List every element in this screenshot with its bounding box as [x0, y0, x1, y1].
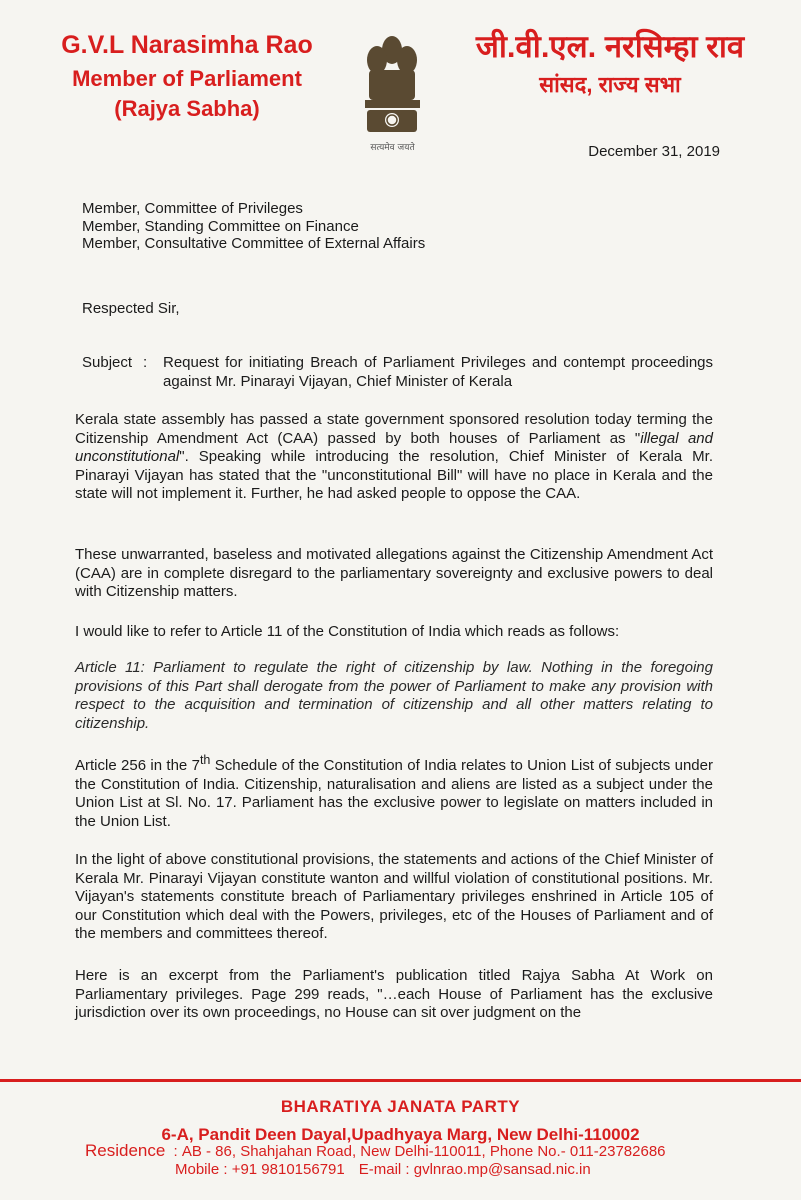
mp-house-english: (Rajya Sabha)	[114, 96, 260, 121]
mp-name-english: G.V.L Narasimha Rao	[61, 31, 313, 59]
mp-role-hindi: सांसद, राज्य सभा	[539, 72, 681, 97]
footer-party-name: BHARATIYA JANATA PARTY	[280, 1097, 521, 1116]
mp-role-english: Member of Parliament	[72, 66, 302, 91]
mp-name-hindi: जी.वी.एल. नरसिम्हा राव	[475, 29, 745, 64]
national-emblem-icon	[355, 30, 430, 145]
residence-label: Residence	[85, 1141, 166, 1160]
paragraph-allegations: These unwarranted, baseless and motivated allegations against the Citizenship Amendment Act (CAA) are in complete disregard to the parliamentary sovereignty and exclusive powers to deal with Citizenship matters.	[75, 546, 713, 600]
email-address: E-mail : gvlnrao.mp@sansad.nic.in	[358, 1161, 591, 1178]
emblem-motto: सत्यमेव जयते	[370, 143, 415, 153]
membership-list	[82, 200, 425, 253]
paragraph-article-256: Article 256 in the 7th Schedule of the Constitution of India relates to Union List of subjects under the Constitution of India. Citizenship, naturalisation and aliens are listed as a subject under the Union List at Sl. No. 17. Parliament has the exclusive power to legislate on matters included in the Union List.	[75, 753, 713, 830]
membership-item: Member, Standing Committee on Finance	[82, 217, 359, 235]
footer-residence: Residence : AB - 86, Shahjahan Road, New Delhi-110011, Phone No.- 011-23782686	[85, 1141, 666, 1160]
footer-office-address: 6-A, Pandit Deen Dayal,Upadhyaya Marg, New Delhi-110002	[161, 1125, 640, 1144]
subject-colon: :	[143, 354, 148, 371]
membership-item: Member, Committee of Privileges	[82, 200, 303, 217]
mobile-number: Mobile : +91 9810156791	[175, 1161, 345, 1178]
salutation: Respected Sir,	[82, 300, 180, 317]
paragraph-kerala-resolution: Kerala state assembly has passed a state government sponsored resolution today terming the Citizenship Amendment Act (CAA) passed by both houses of Parliament as "illegal and unconstitutional". Speaking while introducing the resolution, Chief Minister of Kerala Mr. Pinarayi Vijayan has stated that the "unconstitutional Bill" will have no place in Kerala and the state will not implement it. Further, he had asked people to oppose the CAA.	[75, 411, 713, 502]
paragraph-privileges-breach: In the light of above constitutional provisions, the statements and actions of the Chief Minister of Kerala Mr. Pinarayi Vijayan constitute wanton and willful violation of constitutional positions. Mr. Vijayan's statements constitute breach of Parliamentary privileges enshrined in Article 105 of our Constitution which deal with the Powers, privileges, etc of the Houses of Parliament and of the members and committees thereof.	[75, 851, 713, 942]
footer-divider	[0, 1079, 801, 1082]
emphasis-quote: illegal and unconstitutional	[75, 429, 713, 465]
membership-item: Member, Consultative Committee of External Affairs	[82, 235, 426, 252]
subject-text: Request for initiating Breach of Parliament Privileges and contempt proceedings against Mr. Pinarayi Vijayan, Chief Minister of Kerala	[163, 354, 713, 390]
letter-date: December 31, 2019	[588, 143, 720, 160]
residence-address: AB - 86, Shahjahan Road, New Delhi-110011, Phone No.- 011-23782686	[181, 1143, 666, 1160]
footer-contact	[175, 1161, 605, 1178]
paragraph-excerpt: Here is an excerpt from the Parliament's publication titled Rajya Sabha At Work on Parliamentary privileges. Page 299 reads, "…each House of Parliament has the exclusive jurisdiction over its own proceedings, no House can sit over judgment on the	[75, 967, 713, 1021]
paragraph-article-11-quote: Article 11: Parliament to regulate the right of citizenship by law. Nothing in the foregoing provisions of this Part shall derogate from the power of Parliament to make any provision with respect to the acquisition and termination of citizenship and all other matters relating to citizenship.	[75, 659, 713, 732]
paragraph-article-reference: I would like to refer to Article 11 of the Constitution of India which reads as follows:	[75, 623, 620, 640]
subject-label: Subject	[82, 354, 133, 371]
